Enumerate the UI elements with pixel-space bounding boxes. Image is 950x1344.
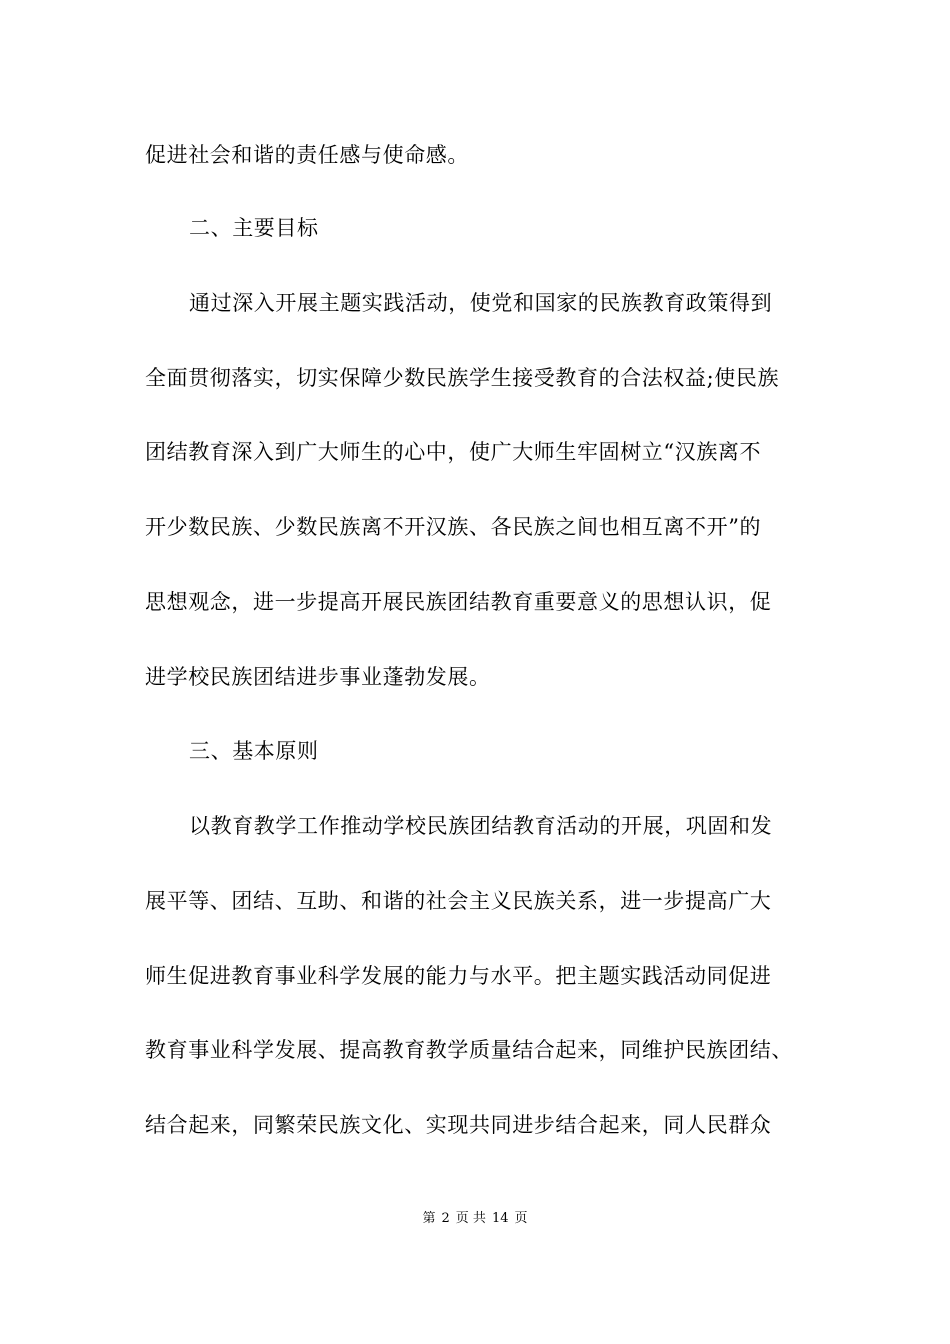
body-line: 全面贯彻落实，切实保障少数民族学生接受教育的合法权益;使民族 (145, 366, 780, 390)
body-line: 展平等、团结、互助、和谐的社会主义民族关系，进一步提高广大 (145, 889, 772, 913)
footer-current-page: 2 (441, 1211, 450, 1226)
body-line: 思想观念，进一步提高开展民族团结教育重要意义的思想认识，促 (145, 590, 772, 614)
footer-prefix: 第 (422, 1211, 436, 1226)
body-line: 进学校民族团结进步事业蓬勃发展。 (145, 665, 491, 689)
body-line: 开少数民族、少数民族离不开汉族、各民族之间也相互离不开”的 (145, 515, 762, 539)
body-line: 师生促进教育事业科学发展的能力与水平。把主题实践活动同促进 (145, 964, 772, 988)
body-line: 促进社会和谐的责任感与使命感。 (145, 143, 469, 167)
section-heading-goals: 二、主要目标 (189, 216, 319, 240)
body-line: 团结教育深入到广大师生的心中，使广大师生牢固树立“汉族离不 (145, 440, 762, 464)
body-line: 教育事业科学发展、提高教育教学质量结合起来，同维护民族团结、 (145, 1038, 793, 1062)
page-footer (0, 1209, 950, 1229)
section-heading-principles: 三、基本原则 (189, 739, 319, 763)
footer-middle: 页 共 (455, 1211, 486, 1226)
footer-suffix: 页 (514, 1211, 528, 1226)
body-line: 通过深入开展主题实践活动，使党和国家的民族教育政策得到 (189, 291, 773, 315)
body-line: 结合起来，同繁荣民族文化、实现共同进步结合起来，同人民群众 (145, 1113, 772, 1137)
body-line: 以教育教学工作推动学校民族团结教育活动的开展，巩固和发 (189, 814, 773, 838)
footer-total-pages: 14 (491, 1211, 509, 1226)
